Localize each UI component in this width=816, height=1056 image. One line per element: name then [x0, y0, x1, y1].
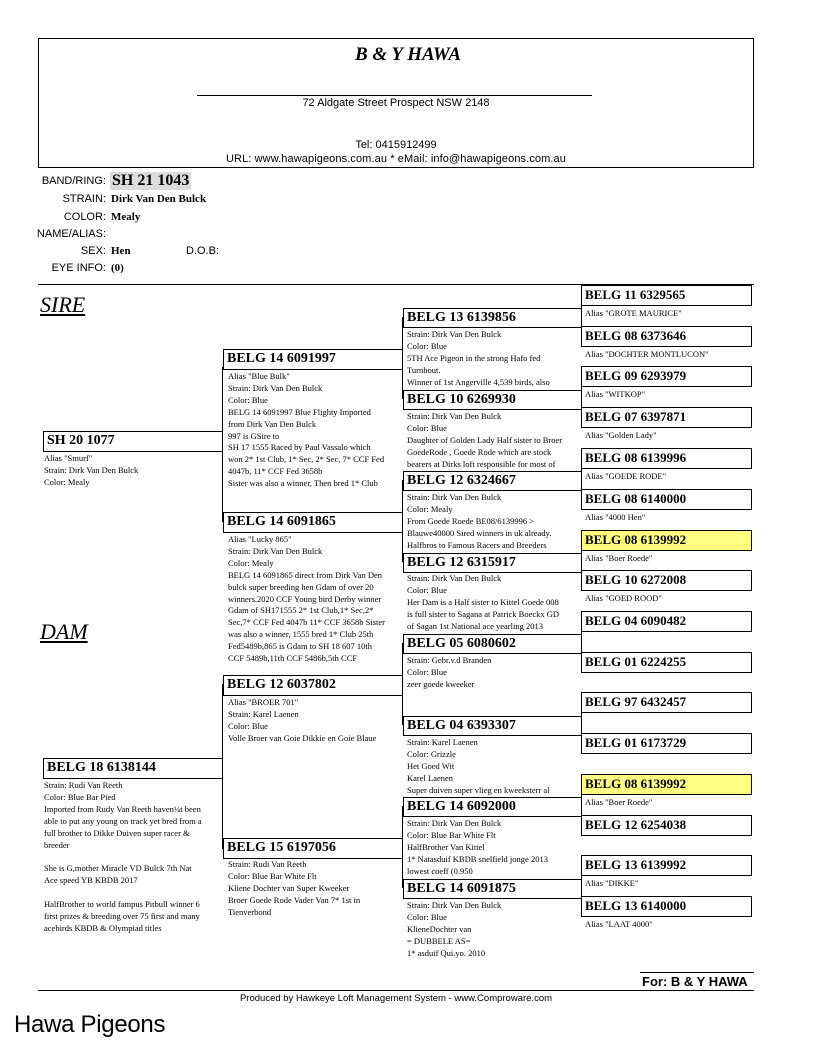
detail-line: Alias "Lucky 865"	[228, 534, 292, 544]
detail-line: Strain: Dirk Van Den Bulck	[407, 818, 502, 828]
g3-details-4	[407, 573, 581, 632]
g4-ring-8: BELG 10 6272008	[581, 570, 752, 591]
detail-line: Strain: Dirk Van Den Bulck	[407, 492, 502, 502]
detail-line	[44, 851, 222, 863]
g2-ring-3: BELG 12 6037802	[223, 675, 403, 696]
detail-line: Gdam of SH171555 2* 1st Club,1* Sec,2*	[228, 605, 374, 616]
producer-credit: Produced by Hawkeye Loft Management System - www.Comproware.com	[239, 993, 553, 1004]
dob-label: D.O.B:	[186, 245, 220, 257]
g3-ring-3: BELG 12 6324667	[403, 471, 582, 491]
detail-line: Color: Blue Bar White Flt	[228, 870, 317, 881]
detail-line: of Sagan 1st National ace yearling 2013	[407, 620, 543, 631]
detail-line: Broer Goede Rode Vader Van 7* 1st in	[228, 894, 361, 905]
detail-line: Color: Blue	[407, 666, 447, 677]
g3-details-1	[407, 329, 581, 387]
g4-ring-14: BELG 12 6254038	[581, 815, 752, 836]
detail-line: Color: Blue	[228, 394, 268, 405]
ring-value: SH 21 1043	[112, 172, 190, 189]
g4-ring-5: BELG 08 6139996	[581, 448, 752, 469]
detail-line: bearers at Dirks loft responsible for most of	[407, 458, 556, 469]
detail-line: Color: Grizzle	[407, 748, 456, 759]
eye-value: (0)	[111, 262, 124, 274]
sire-details	[44, 453, 222, 493]
g4-ring-12: BELG 01 6173729	[581, 733, 752, 754]
g4-ring-16: BELG 13 6140000	[581, 896, 752, 917]
detail-line: Color: Blue	[228, 720, 268, 731]
detail-line: Imported from Rudy Van Reeth haven¼t been	[44, 803, 201, 814]
detail-line: Strain: Dirk Van Den Bulck	[407, 411, 502, 421]
detail-line: first prizes & breeding over 75 first and many	[44, 910, 200, 921]
g4-ring-7: BELG 08 6139992	[581, 530, 752, 551]
dam-details	[44, 780, 222, 940]
detail-line: She is G,mother Miracle VD Bulck 7th Nat	[44, 863, 192, 874]
pedigree-bottom-rule	[38, 990, 754, 991]
detail-line: Strain: Karel Laenen	[407, 737, 478, 747]
detail-line: Strain: Rudi Van Reeth	[228, 859, 307, 869]
g4-ring-6: BELG 08 6140000	[581, 489, 752, 510]
sire-ring: SH 20 1077	[43, 431, 223, 452]
detail-line: is full sister to Sagana at Patrick Boeckx GD	[407, 608, 560, 619]
g2-ring-2: BELG 14 6091865	[223, 512, 403, 533]
detail-line: Turnhout.	[407, 364, 441, 375]
g4-alias-15: Alias "DIKKE"	[585, 878, 639, 888]
strain-value: Dirk Van Den Bulck	[111, 193, 207, 205]
g4-ring-3: BELG 09 6293979	[581, 366, 752, 387]
for-loft: For: B & Y HAWA	[642, 974, 748, 989]
g4-alias-4: Alias "Golden Lady"	[585, 430, 657, 440]
color-label: COLOR:	[63, 211, 106, 223]
detail-line: Karel Laenen	[407, 772, 454, 783]
g4-alias-6: Alias "4000 Hen"	[585, 512, 646, 522]
detail-line: Color: Blue	[407, 584, 447, 595]
eye-label: EYE INFO:	[51, 262, 106, 274]
g4-alias-2: Alias "DOCHTER MONTLUCON"	[585, 349, 709, 359]
sex-label: SEX:	[80, 245, 106, 257]
sex-value: Hen	[111, 245, 131, 257]
g3-ring-6: BELG 04 6393307	[403, 716, 582, 736]
detail-line: Strain: Rudi Van Reeth	[44, 780, 123, 790]
detail-line: BELG 14 6091997 Blue Flighty Imported	[228, 406, 371, 417]
detail-line: CCF 5489b,11th CCF 5486b,5th CCF	[228, 653, 358, 664]
g4-ring-15: BELG 13 6139992	[581, 855, 752, 876]
g4-alias-3: Alias "WITKOP"	[585, 389, 646, 399]
header-divider	[197, 95, 592, 96]
detail-line: 997 is GSire to	[228, 430, 280, 441]
g2-ring-1: BELG 14 6091997	[223, 349, 403, 370]
g4-ring-11: BELG 97 6432457	[581, 692, 752, 713]
g3-ring-8: BELG 14 6091875	[403, 879, 582, 899]
g4-alias-1: Alias "GROTE MAURICE"	[585, 308, 682, 318]
detail-line: Sister was also a winner, Then bred 1* Club	[228, 478, 378, 489]
detail-line: winners.2020 CCF Young bird Derby winner	[228, 593, 382, 604]
g3-ring-1: BELG 13 6139856	[403, 308, 582, 328]
detail-line: Tienverbond	[228, 906, 272, 917]
detail-line: Strain: Dirk Van Den Bulck	[228, 382, 323, 393]
detail-line: Color: Blue	[407, 911, 447, 922]
detail-line: from Dirk Van Den Bulck	[228, 418, 317, 429]
detail-line: GoedeRode , Goede Rode which are stock	[407, 446, 552, 457]
detail-line: Her Dam is a Half sister to Kittel Goede 008	[407, 596, 559, 607]
g3-ring-5: BELG 05 6080602	[403, 634, 582, 654]
detail-line: Color: Mealy	[44, 476, 90, 487]
g4-alias-13: Alias "Boer Roede"	[585, 797, 653, 807]
g4-ring-9: BELG 04 6090482	[581, 611, 752, 632]
detail-line: 5TH Ace Pigeon in the strong Hafo fed	[407, 352, 541, 363]
strain-label: STRAIN:	[62, 193, 106, 205]
detail-line: acebirds KBDB & Olympiad titles	[44, 922, 162, 933]
detail-line: Blauwe40000 Sired winners in uk already.	[407, 527, 552, 538]
g4-ring-2: BELG 08 6373646	[581, 326, 752, 347]
detail-line: lowest coeff (0.950	[407, 865, 473, 876]
color-value: Mealy	[111, 211, 141, 223]
detail-line: Color: Mealy	[228, 557, 274, 568]
detail-line: Strain: Dirk Van Den Bulck	[228, 545, 323, 556]
detail-line: bulck super breeding hen Gdam of over 20	[228, 581, 374, 592]
g4-ring-10: BELG 01 6224255	[581, 652, 752, 673]
detail-line: 1* Natasduif KBDB snelfield jonge 2013	[407, 853, 548, 864]
detail-line: Color: Blue Bar Pied	[44, 791, 116, 802]
detail-line: Color: Blue	[407, 340, 447, 351]
detail-line: HalfBrother to world fampus Pitbull winner 6	[44, 899, 200, 910]
detail-line: Sec,7* CCF Fed 4047b 11* CCF 3658b Sister	[228, 617, 385, 628]
detail-line: 4047b, 11* CCF Fed 3658b	[228, 466, 323, 477]
g4-alias-8: Alias "GOED ROOD"	[585, 593, 662, 603]
g2-details-1	[228, 371, 402, 493]
g3-ring-2: BELG 10 6269930	[403, 390, 582, 410]
detail-line: Strain: Dirk Van Den Bulck	[44, 464, 139, 475]
detail-line: breeder	[44, 839, 70, 850]
detail-line: Het Goed Wit	[407, 760, 455, 771]
loft-name: B & Y HAWA	[354, 44, 462, 65]
g2-details-3	[228, 697, 402, 757]
g2-details-4	[228, 859, 402, 929]
g2-details-2	[228, 534, 402, 667]
g3-details-7	[407, 818, 581, 877]
detail-line: zeer goede kweeker	[407, 678, 475, 689]
g4-alias-5: Alias "GOEDE RODE"	[585, 471, 667, 481]
loft-telephone: Tel: 0415912499	[355, 139, 437, 151]
detail-line: Alias "BROER 701"	[228, 697, 299, 707]
g4-alias-16: Alias "LAAT 4000"	[585, 919, 653, 929]
sire-heading: SIRE	[40, 292, 86, 317]
detail-line: Strain: Dirk Van Den Bulck	[407, 329, 502, 339]
loft-address: 72 Aldgate Street Prospect NSW 2148	[302, 97, 490, 109]
detail-line: Halfbros to Famous Racers and Breeders	[407, 539, 547, 550]
g3-details-3	[407, 492, 581, 551]
g3-details-5	[407, 655, 581, 713]
detail-line: Color: Mealy	[407, 503, 453, 514]
detail-line: Volle Broer van Goie Dikkie en Goie Blaue	[228, 732, 377, 743]
detail-line: KlieneDochter van	[407, 923, 472, 934]
detail-line: 1* asduif Qui.yo. 2010	[407, 947, 486, 958]
detail-line: was also a winner, 1555 bred 1* Club 25th	[228, 629, 374, 640]
detail-line: Super duiven super vlieg en kweeksterr al	[407, 784, 550, 795]
detail-line: Strain: Karel Laenen	[228, 708, 299, 719]
detail-line: Strain: Dirk Van Den Bulck	[407, 900, 502, 910]
detail-line: Color: Blue Bar White Flt	[407, 829, 496, 840]
detail-line: = DUBBELE AS=	[407, 935, 471, 946]
detail-line: Kliene Dochter van Super Kweeker	[228, 882, 350, 893]
detail-line: Winner of 1st Angerville 4,539 birds, also	[407, 376, 550, 387]
g3-details-2	[407, 411, 581, 469]
g3-ring-4: BELG 12 6315917	[403, 553, 582, 573]
dam-heading: DAM	[40, 619, 88, 644]
g2-ring-4: BELG 15 6197056	[223, 838, 403, 859]
detail-line: Strain: Dirk Van Den Bulck	[407, 573, 502, 583]
g3-ring-7: BELG 14 6092000	[403, 797, 582, 817]
detail-line: Fed5489b,865 is Gdam to SH 18 607 10th	[228, 641, 373, 652]
detail-line	[44, 887, 222, 899]
detail-line: From Goede Roede BE08/6139996 >	[407, 515, 535, 526]
g4-ring-4: BELG 07 6397871	[581, 407, 752, 428]
detail-line: BELG 14 6091865 direct from Dirk Van Den	[228, 569, 382, 580]
detail-line: won 2* 1st Club, 1* Sec, 2* Sec, 7* CCF Fed	[228, 454, 385, 465]
g3-details-6	[407, 737, 581, 796]
detail-line: Alias "Smurf"	[44, 453, 93, 463]
detail-line: Strain: Gebr.v.d Branden	[407, 655, 492, 665]
detail-line: Daughter of Golden Lady Half sister to Broer	[407, 434, 563, 445]
g4-alias-7: Alias "Boer Roede"	[585, 553, 653, 563]
detail-line: HalfBrother Van Kittel	[407, 841, 485, 852]
detail-line: full brother to Dikke Duiven super racer &	[44, 827, 190, 838]
ring-label: BAND/RING:	[41, 175, 106, 187]
detail-line: Alias "Blue Bulk"	[228, 371, 290, 381]
detail-line: Color: Blue	[407, 422, 447, 433]
for-underline	[640, 972, 754, 973]
watermark: Hawa Pigeons	[14, 1011, 166, 1038]
detail-line: Ace speed YB KBDB 2017	[44, 875, 138, 886]
dam-ring: BELG 18 6138144	[43, 758, 223, 779]
g4-ring-13: BELG 08 6139992	[581, 774, 752, 795]
loft-url-email: URL: www.hawapigeons.com.au * eMail: info@hawapigeons.com.au	[225, 153, 566, 165]
name-label: NAME/ALIAS:	[36, 228, 106, 240]
g4-ring-1: BELG 11 6329565	[581, 285, 752, 306]
detail-line: SH 17 1555 Raced by Paul Vassalo which	[228, 442, 371, 453]
detail-line: able to put any young on track yet bred from a	[44, 815, 202, 826]
g3-details-8	[407, 900, 581, 960]
